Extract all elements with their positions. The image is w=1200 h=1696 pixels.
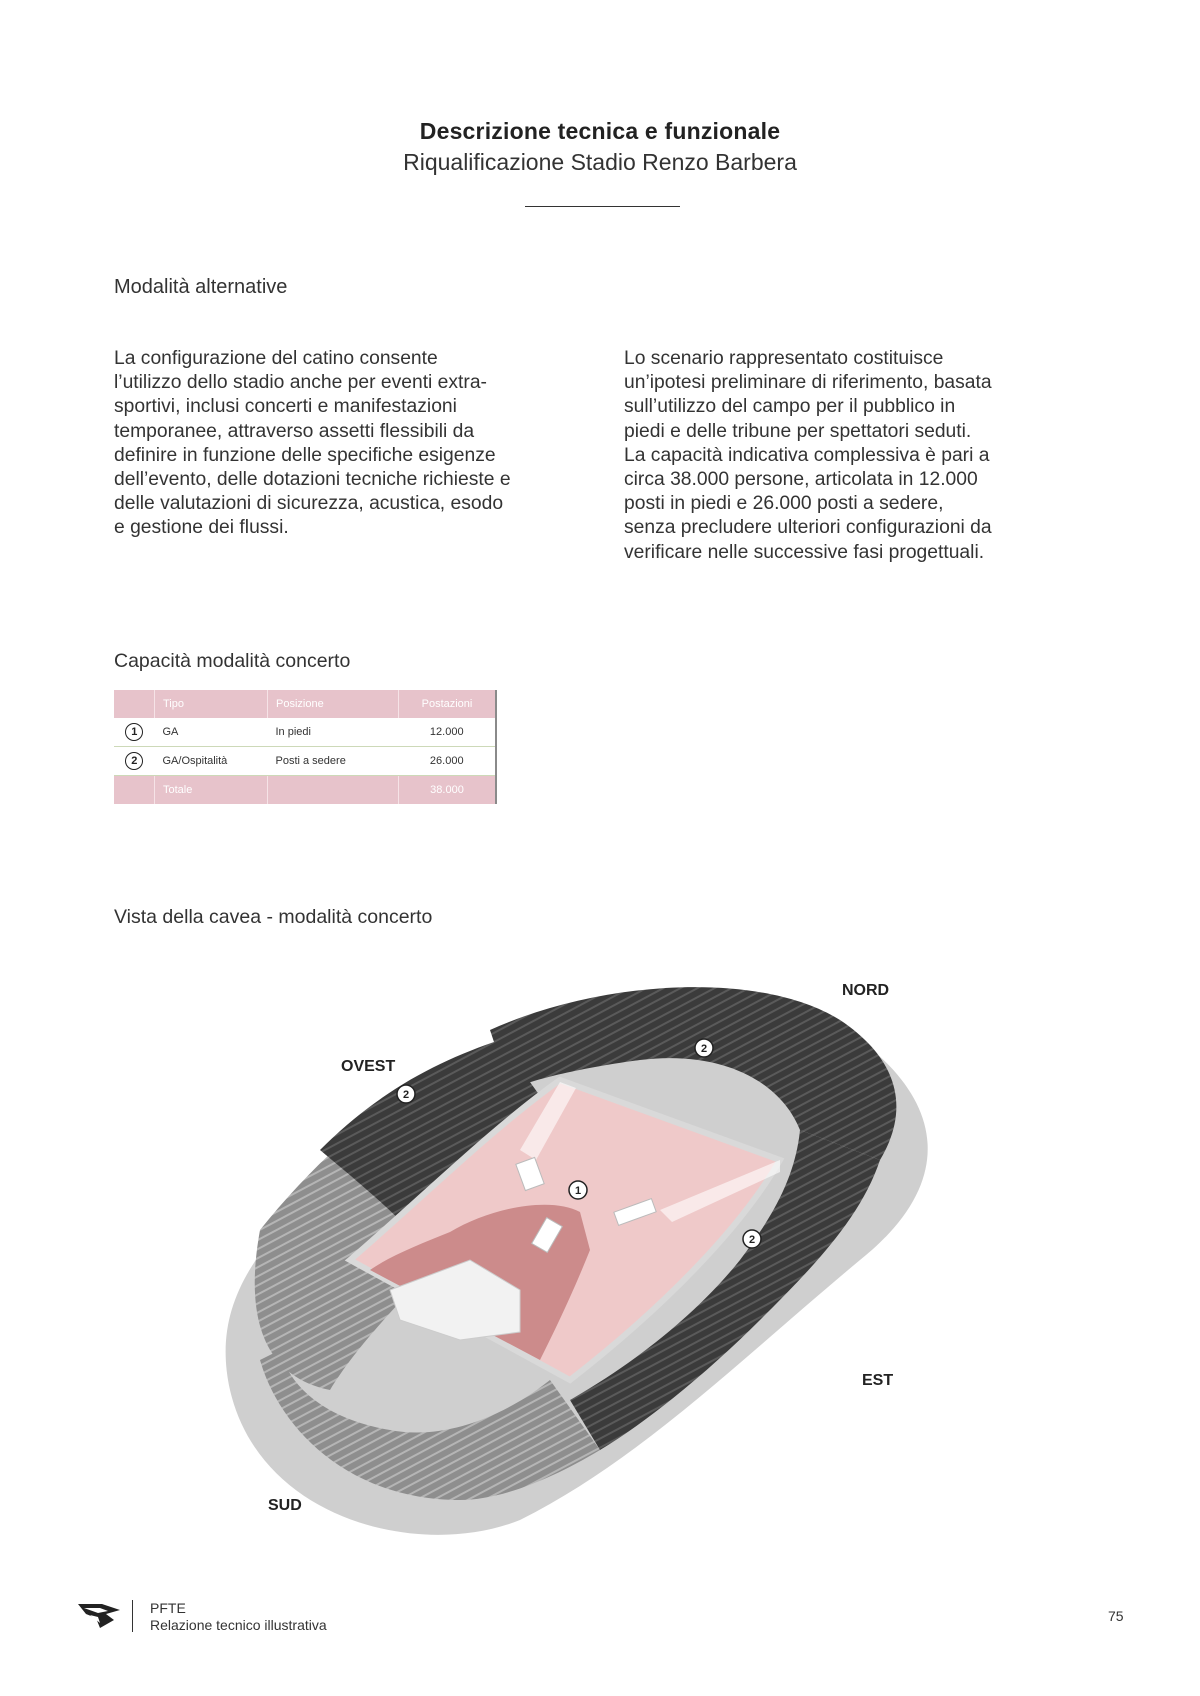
marker-zone-2-east	[743, 1230, 761, 1248]
paragraph-line: La capacità indicativa complessiva è pari a	[624, 444, 990, 466]
cell-tipo: GA/Ospitalità	[155, 747, 268, 776]
cell-posizione: Posti a sedere	[268, 747, 399, 776]
paragraph-line: e gestione dei flussi.	[114, 517, 289, 539]
cell-tipo: GA	[155, 718, 268, 747]
footer-text	[150, 1600, 327, 1634]
paragraph-line: definire in funzione delle specifiche esigenze	[114, 444, 496, 466]
stadium-illustration	[220, 960, 980, 1550]
document-subtitle: Riqualificazione Stadio Renzo Barbera	[403, 149, 797, 175]
paragraph-line: senza precludere ulteriori configurazioni da	[624, 517, 992, 539]
header-cell-postazioni: Postazioni	[399, 690, 497, 718]
paragraph-line: posti in piedi e 26.000 posti a sedere,	[624, 493, 944, 515]
section-title-capacity: Capacità modalità concerto	[114, 650, 351, 672]
header-cell-posizione: Posizione	[268, 690, 399, 718]
total-label: Totale	[155, 776, 268, 805]
section-title-view: Vista della cavea - modalità concerto	[114, 906, 433, 928]
header-divider	[525, 206, 680, 207]
paragraph-line: La configurazione del catino consente	[114, 348, 438, 369]
header-cell-tipo: Tipo	[155, 690, 268, 718]
label-sud: SUD	[268, 1497, 302, 1514]
svg-text:2: 2	[402, 1089, 410, 1101]
capacity-table	[114, 690, 497, 804]
footer-doc-title: Relazione tecnico illustrativa	[150, 1617, 327, 1633]
svg-text:2: 2	[748, 1234, 756, 1246]
marker-badge: 2	[125, 752, 143, 770]
page-number: 75	[1108, 1608, 1124, 1624]
label-ovest: OVEST	[341, 1058, 396, 1075]
label-est: EST	[862, 1372, 894, 1389]
paragraph-line: sportivi, inclusi concerti e manifestazioni	[114, 396, 457, 418]
paragraph-line: circa 38.000 persone, articolata in 12.000	[624, 469, 978, 491]
paragraph-line: dell’evento, delle dotazioni tecniche richieste e	[114, 469, 511, 491]
marker-zone-1	[569, 1181, 587, 1199]
footer-divider	[132, 1600, 133, 1632]
marker-zone-2-north	[695, 1039, 713, 1057]
cell-postazioni: 12.000	[399, 718, 497, 747]
header-cell-empty	[114, 690, 155, 718]
section-title-modalita: Modalità alternative	[114, 276, 288, 298]
svg-text:2: 2	[700, 1043, 708, 1055]
paragraph-line: temporanee, attraverso assetti flessibili da	[114, 420, 475, 442]
paragraph-line: l’utilizzo dello stadio anche per eventi extra-	[114, 372, 487, 394]
footer-doc-code: PFTE	[150, 1600, 186, 1616]
paragraph-line: piedi e delle tribune per spettatori seduti.	[624, 420, 972, 442]
table-header-row	[114, 690, 496, 718]
cell-posizione: In piedi	[268, 718, 399, 747]
paragraph-line: delle valutazioni di sicurezza, acustica, esodo	[114, 493, 504, 515]
label-nord: NORD	[842, 982, 890, 999]
total-value: 38.000	[399, 776, 497, 805]
table-row	[114, 718, 496, 747]
paragraph-line: un’ipotesi preliminare di riferimento, basata	[624, 372, 992, 394]
marker-badge: 1	[125, 723, 143, 741]
table-row	[114, 747, 496, 776]
paragraph-line: sull’utilizzo del campo per il pubblico in	[624, 396, 956, 418]
paragraph-line: verificare nelle successive fasi progettuali.	[624, 541, 985, 563]
table-total-row	[114, 776, 496, 805]
eagle-logo-icon	[76, 1596, 122, 1630]
paragraph-right	[624, 347, 992, 565]
paragraph-line: Lo scenario rappresentato costituisce	[624, 348, 944, 369]
page-header	[0, 118, 1200, 176]
document-title: Descrizione tecnica e funzionale	[419, 118, 781, 144]
cell-postazioni: 26.000	[399, 747, 497, 776]
svg-text:1: 1	[574, 1185, 582, 1197]
paragraph-left	[114, 347, 511, 541]
marker-zone-2-west	[397, 1085, 415, 1103]
